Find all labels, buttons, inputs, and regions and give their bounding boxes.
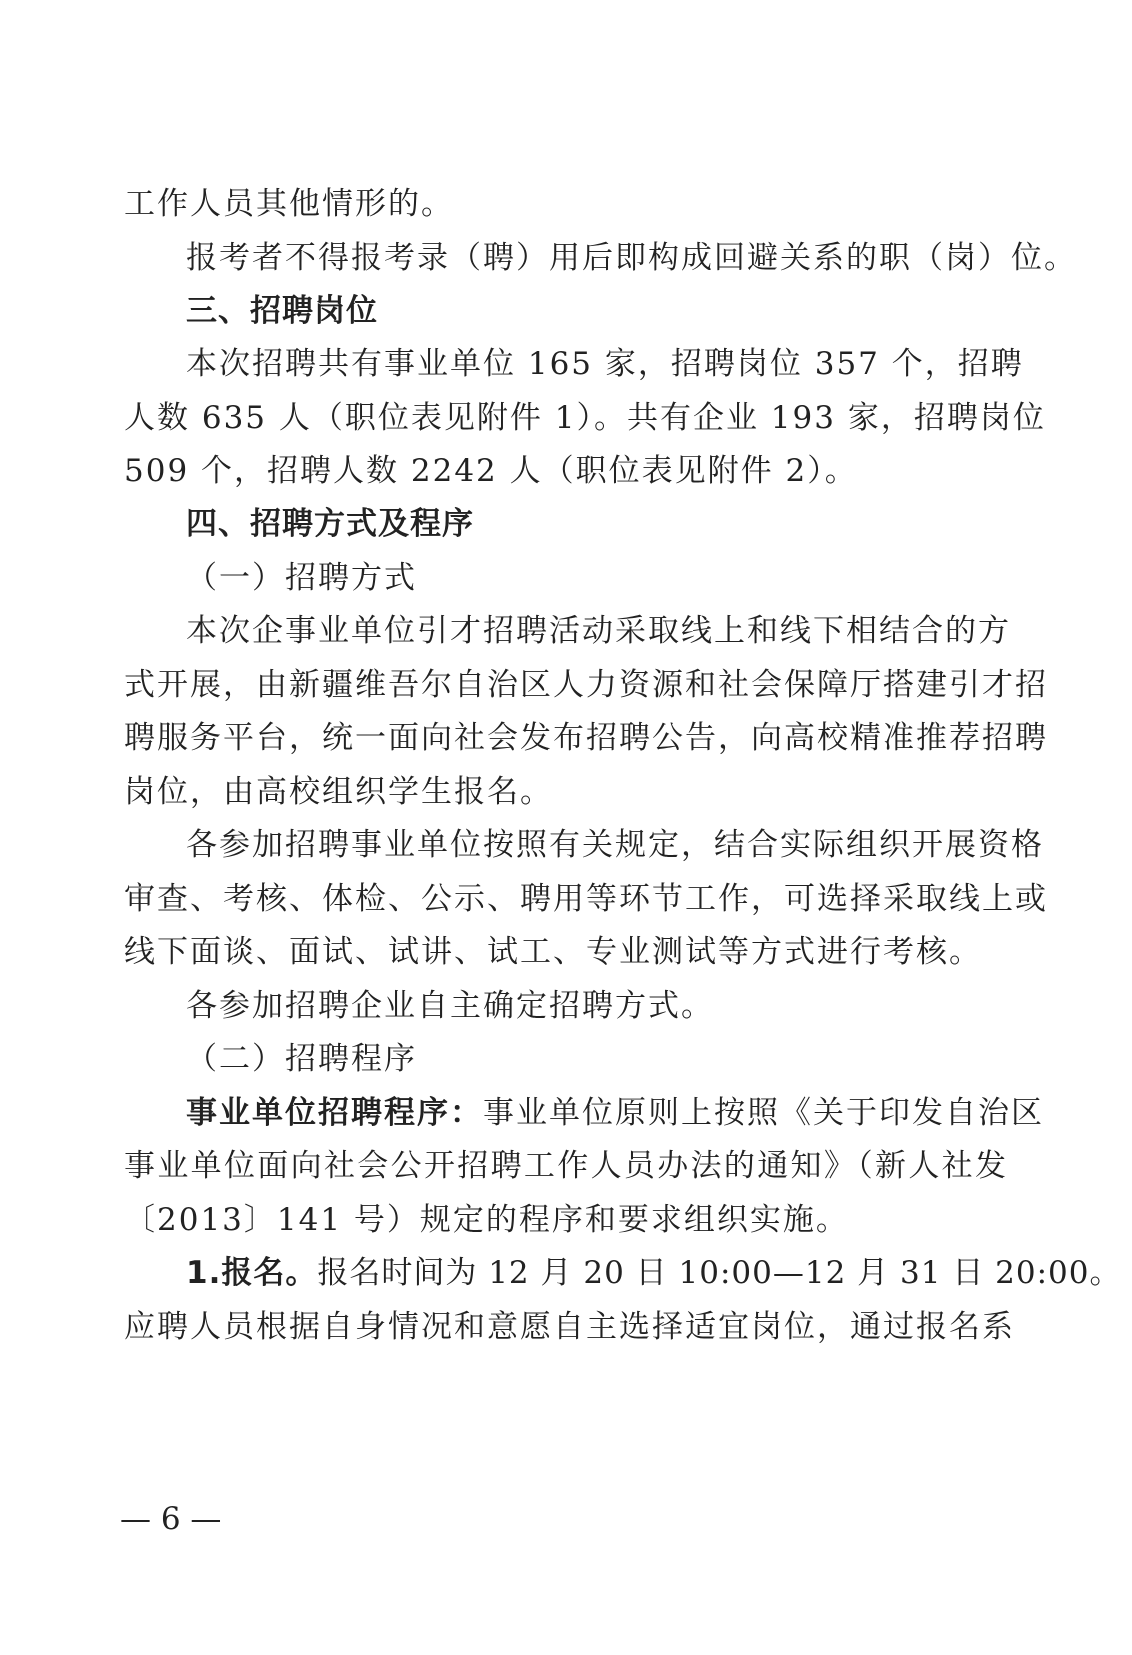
procedure-intro-line	[186, 1091, 1044, 1135]
subsection-heading: （二）招聘程序	[186, 1041, 417, 1077]
body-line: 报考者不得报考录（聘）用后即构成回避关系的职（岗）位。	[186, 240, 1077, 276]
body-line: 本次企事业单位引才招聘活动采取线上和线下相结合的方	[186, 613, 1011, 649]
section-heading: 三、招聘岗位	[186, 293, 378, 329]
body-line: 线下面谈、面试、试讲、试工、专业测试等方式进行考核。	[124, 934, 982, 970]
body-line: 事业单位面向社会公开招聘工作人员办法的通知》（新人社发	[124, 1148, 1008, 1184]
procedure-label: 事业单位招聘程序：	[186, 1095, 483, 1131]
body-line: 509 个，招聘人数 2242 人（职位表见附件 2）。	[124, 453, 858, 489]
procedure-text: 事业单位原则上按照《关于印发自治区	[483, 1095, 1044, 1131]
body-line: 〔2013〕141 号）规定的程序和要求组织实施。	[124, 1202, 849, 1238]
body-line: 应聘人员根据自身情况和意愿自主选择适宜岗位，通过报名系	[124, 1309, 1015, 1345]
body-line: 本次招聘共有事业单位 165 家，招聘岗位 357 个，招聘	[186, 346, 1024, 382]
body-line: 岗位，由高校组织学生报名。	[124, 774, 553, 810]
body-line: 各参加招聘事业单位按照有关规定，结合实际组织开展资格	[186, 827, 1044, 863]
page-number: — 6 —	[120, 1501, 222, 1537]
registration-line	[186, 1251, 1122, 1295]
body-line: 聘服务平台，统一面向社会发布招聘公告，向高校精准推荐招聘	[124, 720, 1048, 756]
body-line: 人数 635 人（职位表见附件 1）。共有企业 193 家，招聘岗位	[124, 400, 1046, 436]
body-line: 各参加招聘企业自主确定招聘方式。	[186, 988, 714, 1024]
registration-text: 报名时间为 12 月 20 日 10:00—12 月 31 日 20:00。	[317, 1255, 1122, 1291]
section-heading: 四、招聘方式及程序	[186, 506, 474, 542]
registration-label: 1.报名。	[186, 1255, 318, 1291]
body-line: 工作人员其他情形的。	[124, 186, 454, 222]
body-line: 式开展，由新疆维吾尔自治区人力资源和社会保障厅搭建引才招	[124, 667, 1048, 703]
subsection-heading: （一）招聘方式	[186, 560, 417, 596]
body-line: 审查、考核、体检、公示、聘用等环节工作，可选择采取线上或	[124, 881, 1048, 917]
